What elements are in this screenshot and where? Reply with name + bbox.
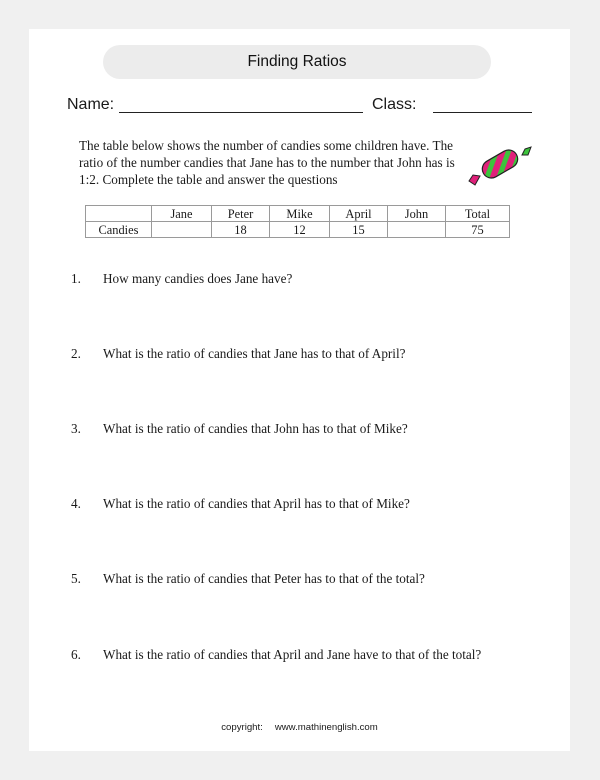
table-cell: 18 (212, 222, 270, 238)
table-header-cell: Total (446, 206, 510, 222)
name-blank[interactable] (119, 112, 363, 113)
table-header-cell: Peter (212, 206, 270, 222)
table-header-row (86, 206, 510, 222)
table-header-cell (86, 206, 152, 222)
candies-table (85, 205, 510, 238)
question-number: 1. (71, 271, 81, 286)
page-title: Finding Ratios (103, 45, 491, 79)
table-header-cell: John (388, 206, 446, 222)
question-text: What is the ratio of candies that Peter has to that of the total? (103, 571, 425, 586)
question-text: What is the ratio of candies that Jane has to that of April? (103, 346, 406, 361)
class-blank[interactable] (433, 112, 532, 113)
intro-text: The table below shows the number of candies some children have. The ratio of the number candies that Jane has to the number that John has is 1:2. Complete the table and answer the questions (79, 138, 455, 187)
question-number: 5. (71, 571, 81, 586)
question-text: How many candies does Jane have? (103, 271, 293, 286)
copyright-site-link[interactable]: www.mathinenglish.com (274, 722, 378, 733)
class-label: Class: (372, 96, 417, 113)
question-text: What is the ratio of candies that John has to that of Mike? (103, 421, 408, 436)
table-header-cell: Mike (270, 206, 330, 222)
name-label: Name: (67, 96, 115, 113)
question-number: 6. (71, 647, 81, 662)
copyright-footer (29, 722, 570, 733)
question-text: What is the ratio of candies that April and Jane have to that of the total? (103, 647, 482, 662)
copyright-label: copyright: (221, 722, 263, 733)
table-cell-jane[interactable] (152, 222, 212, 238)
table-header-cell: Jane (152, 206, 212, 222)
table-cell: 15 (330, 222, 388, 238)
table-cell: Candies (86, 222, 152, 238)
table-row (86, 222, 510, 238)
question-number: 2. (71, 346, 81, 361)
table-cell-john[interactable] (388, 222, 446, 238)
candy-icon (467, 141, 533, 189)
table-cell: 12 (270, 222, 330, 238)
table-cell: 75 (446, 222, 510, 238)
question-text: What is the ratio of candies that April has to that of Mike? (103, 496, 410, 511)
question-number: 3. (71, 421, 81, 436)
question-number: 4. (71, 496, 81, 511)
table-header-cell: April (330, 206, 388, 222)
worksheet-page (29, 29, 570, 751)
